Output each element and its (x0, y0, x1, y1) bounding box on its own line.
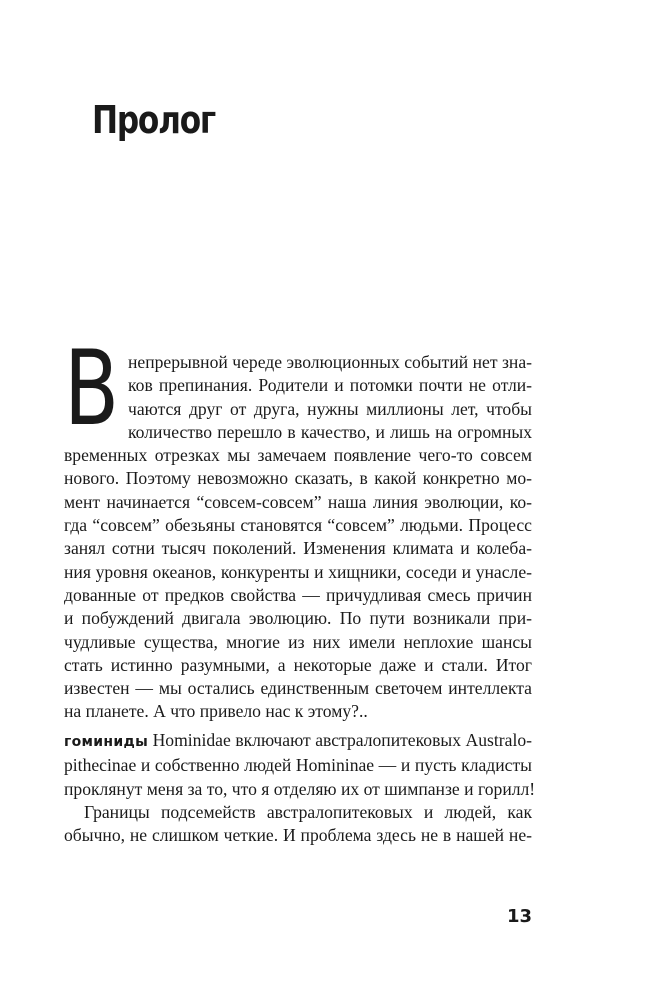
text-line: временных отрезках мы замечаем появление чего-то совсем (64, 445, 532, 466)
text-line: дованные от предков свойства — причудливая смесь причин (64, 584, 532, 605)
text-line: проклянут меня за то, что я отделяю их от шимпанзе и горилл! (64, 778, 536, 799)
page-number: 13 (506, 906, 532, 927)
intro-paragraph (64, 351, 532, 724)
text-line: нового. Поэтому невозможно сказать, в какой конкретно мо- (64, 468, 532, 489)
text-line: ков препинания. Родители и потомки почти не отли- (128, 375, 532, 396)
text-line: мент начинается “совсем-совсем” наша линия эволюции, ко- (64, 491, 532, 512)
text-line: обычно, не слишком четкие. И проблема здесь не в нашей не- (64, 825, 532, 846)
text-line: ния уровня океанов, конкуренты и хищники, соседи и унасле- (64, 561, 532, 582)
text-line: на планете. А что привело нас к этому?.. (64, 701, 368, 722)
text-line: занял сотни тысяч поколений. Изменения климата и колеба- (64, 538, 532, 559)
term-heading: гоминиды (64, 734, 149, 750)
text-line: чаются друг от друга, нужны миллионы лет, чтобы (128, 398, 532, 419)
chapter-title: Пролог (92, 98, 215, 142)
text-line: непрерывной череде эволюционных событий нет зна- (128, 352, 532, 372)
text-line: количество перешло в качество, и лишь на огромных (128, 421, 532, 442)
text-line: и побуждений двигала эволюцию. По пути возникали при- (64, 608, 532, 629)
text-line: стать истинно разумными, а некоторые даже и стали. Итог (64, 654, 532, 675)
term-definition-start: Hominidae включают австралопитековых Australo- (152, 730, 532, 750)
text-line: pithecinae и собственно людей Homininae — и пусть кладисты (64, 755, 532, 776)
text-line (64, 729, 532, 754)
hominids-section (64, 729, 536, 847)
drop-cap: В (64, 329, 120, 449)
text-line: известен — мы остались единственным светочем интеллекта (64, 678, 532, 699)
text-line: Границы подсемейств австралопитековых и людей, как (84, 801, 532, 822)
text-line: чудливые существа, многие из них имели неплохие шансы (64, 631, 532, 652)
text-line: гда “совсем” обезьяны становятся “совсем” людьми. Процесс (64, 515, 532, 536)
